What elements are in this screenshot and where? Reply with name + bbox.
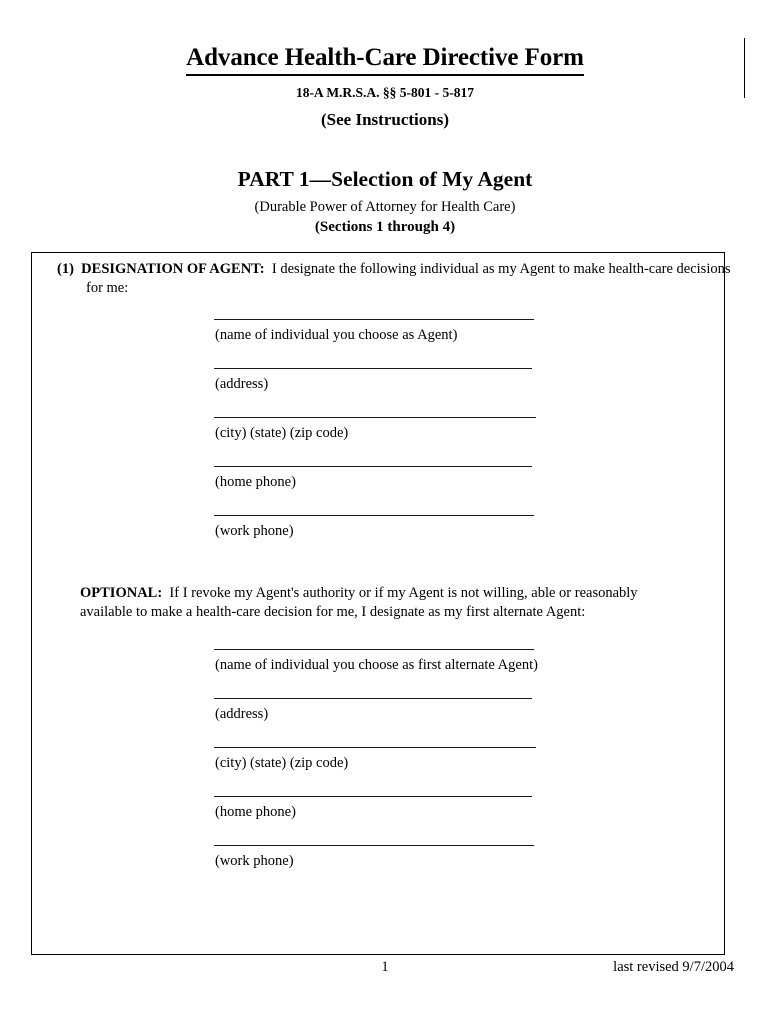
field-caption: (work phone) (215, 523, 294, 539)
designation-of-agent-paragraph (57, 260, 738, 298)
part-sections-note: (Sections 1 through 4) (314, 218, 456, 235)
write-in-rule[interactable] (214, 698, 532, 699)
statute-citation: 18-A M.R.S.A. §§ 5-801 - 5-817 (295, 84, 475, 100)
document-footer (0, 959, 770, 983)
part-subtitle: (Durable Power of Attorney for Health Care) (254, 198, 516, 215)
field-caption: (name of individual you choose as first alternate Agent) (215, 657, 538, 673)
field-caption: (home phone) (215, 804, 296, 820)
field-caption: (work phone) (215, 853, 294, 869)
field-caption: (home phone) (215, 474, 296, 490)
write-in-rule[interactable] (214, 747, 536, 748)
field-caption: (address) (215, 376, 269, 392)
write-in-rule[interactable] (214, 417, 536, 418)
field-caption: (city) (state) (zip code) (215, 755, 349, 771)
write-in-rule[interactable] (214, 845, 534, 846)
last-revised-label: last revised 9/7/2004 (613, 959, 734, 975)
part-heading (0, 167, 770, 237)
section-number: (1) (57, 261, 74, 277)
optional-body-text: If I revoke my Agent's authority or if my Agent is not willing, able or reasonably available to make a health-care decision for me, I designate as my first alternate Agent: (80, 585, 638, 621)
optional-heading: OPTIONAL: (80, 585, 163, 601)
page-number: 1 (381, 959, 389, 975)
write-in-rule[interactable] (214, 466, 532, 467)
section-body-text: I designate the following individual as my Agent to make health-care decisions for me: (86, 261, 731, 297)
form-section-box (31, 252, 731, 955)
write-in-rule[interactable] (214, 515, 534, 516)
document-header (0, 44, 770, 130)
optional-alternate-agent-paragraph (80, 584, 688, 622)
write-in-rule[interactable] (214, 319, 534, 320)
field-caption: (name of individual you choose as Agent) (215, 327, 458, 343)
write-in-rule[interactable] (214, 649, 534, 650)
section-heading: DESIGNATION OF AGENT: (81, 261, 265, 277)
see-instructions-note: (See Instructions) (321, 109, 449, 129)
field-caption: (address) (215, 706, 269, 722)
document-title: Advance Health-Care Directive Form (186, 44, 584, 76)
part-title: PART 1—Selection of My Agent (237, 167, 533, 191)
field-caption: (city) (state) (zip code) (215, 425, 349, 441)
write-in-rule[interactable] (214, 796, 532, 797)
write-in-rule[interactable] (214, 368, 532, 369)
